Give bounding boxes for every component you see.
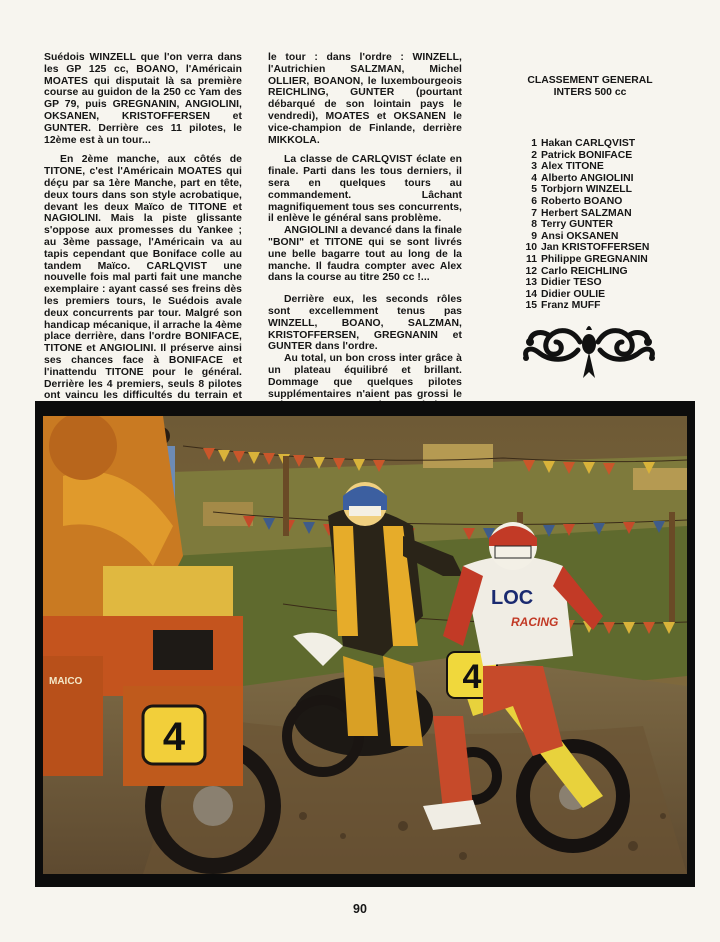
standings-rider: Alberto ANGIOLINI xyxy=(541,172,634,184)
standings-position: 7 xyxy=(531,207,537,219)
bike-brand: MAICO xyxy=(49,676,83,687)
article-paragraph: ANGIOLINI a devancé dans la finale "BONI" et TITONE qui se sont livrés une belle bagarre tout au long de la manche. Il faudra compter avec Alex dans la course au titre 250 cc !... xyxy=(268,225,462,284)
standings-row xyxy=(520,300,670,312)
standings-row xyxy=(520,242,670,254)
article-paragraph: La classe de CARLQVIST éclate en finale. Parti dans les tous derniers, il sera en quelques tours au commandement. Lâchant magnifiquement tous ses concurrents, il enlève le général sans problème. xyxy=(268,154,462,225)
standings-row xyxy=(520,208,670,220)
standings-rider: Philippe GREGNANIN xyxy=(541,253,648,265)
standings-row xyxy=(520,150,670,162)
standings-position: 10 xyxy=(525,242,537,254)
standings-row xyxy=(520,184,670,196)
standings-rider: Hakan CARLQVIST xyxy=(541,138,636,149)
standings-position: 11 xyxy=(526,253,537,265)
number-plate-left: 4 xyxy=(162,715,186,759)
standings-position: 15 xyxy=(525,300,537,312)
standings-position: 6 xyxy=(531,195,537,207)
standings-rider: Jan KRISTOFFERSEN xyxy=(541,242,650,254)
standings-row xyxy=(520,196,670,208)
article-paragraph: Suédois WINZELL que l'on verra dans les GP 125 cc, BOANO, l'Américain MOATES qui disputait là sa première course au guidon de la 250 cc Yam des GP 79, puis GREGNANIN, ANGIOLINI, OKSANEN, KRISTOFFERSEN et GUNTER. Derrière ces 11 pilotes, le 12ème est à un tour... xyxy=(44,52,242,146)
standings-row xyxy=(520,219,670,231)
article-column-2 xyxy=(268,52,462,436)
article-paragraph: Derrière eux, les seconds rôles sont excellemment tenus pas WINZELL, BOANO, SALZMAN, KRISTOFFERSEN, GREGNANIN et GUNTER dans l'ordre. xyxy=(268,294,462,353)
standings-position: 3 xyxy=(531,161,537,173)
standings-rider: Torbjorn WINZELL xyxy=(541,184,632,196)
page-number: 90 xyxy=(353,902,367,916)
standings-rider: Alex TITONE xyxy=(541,161,604,173)
motocross-photo xyxy=(35,401,695,887)
standings-rider: Herbert SALZMAN xyxy=(541,207,632,219)
standings-position: 14 xyxy=(525,288,537,300)
standings-rider: Terry GUNTER xyxy=(541,219,613,231)
standings-row xyxy=(520,173,670,185)
standings-title xyxy=(520,75,660,99)
standings-row xyxy=(520,254,670,266)
jersey-text-2: RACING xyxy=(511,615,559,629)
standings-position: 13 xyxy=(525,277,537,289)
scroll-ornament-icon xyxy=(520,322,658,380)
jersey-text: LOC xyxy=(491,587,534,609)
standings-list xyxy=(520,138,670,312)
standings-row xyxy=(520,231,670,243)
standings-rider: Roberto BOANO xyxy=(541,195,623,207)
standings-rider: Didier TESO xyxy=(541,277,602,289)
standings-rider: Franz MUFF xyxy=(541,300,601,312)
standings-rider: Carlo REICHLING xyxy=(541,265,628,277)
article-column-1 xyxy=(44,52,242,414)
standings-rider: Ansi OKSANEN xyxy=(541,230,619,242)
standings-subtitle-line: INTERS 500 cc xyxy=(553,87,627,98)
article-paragraph: le tour : dans l'ordre : WINZELL, l'Autrichien SALZMAN, Michel OLLIER, BOANON, le luxembourgeois REICHLING, GUNTER (pourtant débarqué de son lointain pays le vendredi), MOATES et OKSANEN le vice-champion de Finlande, derrière MIKKOLA. xyxy=(268,52,462,146)
standings-rider: Patrick BONIFACE xyxy=(541,149,633,161)
standings-row xyxy=(520,161,670,173)
standings-row xyxy=(520,277,670,289)
standings-position: 12 xyxy=(525,265,537,277)
standings-row xyxy=(520,138,670,150)
number-plate-right: 4 xyxy=(462,658,482,696)
standings-title-line: CLASSEMENT GENERAL xyxy=(527,75,653,86)
motocross-scene xyxy=(43,416,687,874)
standings-position: 4 xyxy=(531,172,537,184)
standings-row xyxy=(520,289,670,301)
standings-row xyxy=(520,266,670,278)
standings-position: 8 xyxy=(531,219,537,231)
standings-position: 9 xyxy=(531,230,537,242)
standings-position: 2 xyxy=(531,149,537,161)
standings-position: 5 xyxy=(531,184,537,196)
article-paragraph: Au total, un bon cross inter grâce à un plateau équilibré et brillant. Dommage que quelques pilotes supplémentaires n'aient pas grossi le xyxy=(268,353,462,400)
article-paragraph: En 2ème manche, aux côtés de TITONE, c'est l'Américain MOATES qui déçu par sa 1ère Manche, part en tête, deux tours dans son style acrobatique, devant les deux Maïco de TITONE et NAGIOLINI. Mais la piste glissante s'oppose aux promesses du Yankee ; au 3ème passage, l'Américain va au tapis cependant que Boniface colle au tandem Maïco. CARLQVIST une nouvelle fois mal parti fait une manche exemplaire : ayant cassé ses freins dès les premiers tours, le Suédois avale deux concurrents par tour. Malgré son handicap mécanique, il arrache la 4ème place derrière, dans l'ordre BONIFACE, TITONE et ANGIOLINI. Il préserve ainsi ses chances face à BONIFACE et l'inattendu TITONE pour le général. Derrière les 4 premiers, seuls 8 pilotes ont vaincu les difficultés du terrain et xyxy=(44,154,242,402)
standings-position: 1 xyxy=(531,138,537,149)
standings-rider: Didier OULIE xyxy=(541,288,606,300)
